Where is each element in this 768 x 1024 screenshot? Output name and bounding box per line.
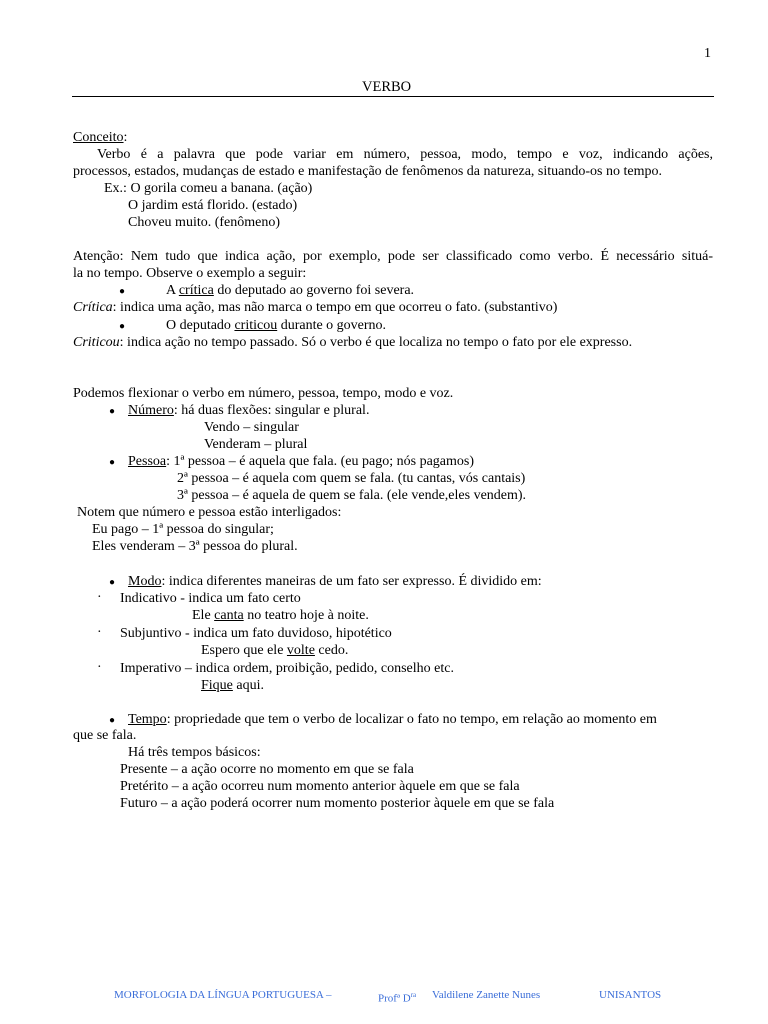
atencao-note-1-rest: : indica uma ação, mas não marca o tempo em que ocorreu o fato. (substantivo) [112,300,558,315]
subjuntivo-example-pre: Espero que ele [201,643,287,658]
atencao-example-1-word: crítica [178,283,214,298]
indicativo-example-word: canta [214,608,244,623]
dot-icon: · [97,660,102,675]
modo-imperativo: Imperativo – indica ordem, proibição, pedido, conselho etc. [120,661,454,676]
page-title: VERBO [362,79,412,95]
imperativo-example-post: aqui. [232,678,264,693]
pessoa-label: Pessoa [128,454,167,469]
modo-line [128,573,542,590]
conceito-example-3: Choveu muito. (fenômeno) [128,215,281,230]
atencao-line-2: la no tempo. Observe o exemplo a seguir: [73,266,307,281]
numero-line [128,402,369,419]
pessoa-line-2: 2ª pessoa – é aquela com quem se fala. (tu cantas, vós cantais) [177,471,526,486]
subjuntivo-example-post: cedo. [314,643,349,658]
bullet-icon: ● [109,577,116,588]
page-number: 1 [704,46,711,61]
flexao-intro: Podemos flexionar o verbo em número, pessoa, tempo, modo e voz. [73,386,454,401]
atencao-example-1 [166,282,414,299]
numero-label: Número [128,403,174,418]
modo-label: Modo [128,574,162,589]
atencao-line-1: Atenção: Nem tudo que indica ação, por exemplo, pode ser classificado como verbo. É necessário situá- [73,249,713,264]
conceito-line-2: processos, estados, mudanças de estado e manifestação de fenômenos da natureza, situando-os no tempo. [73,164,662,179]
atencao-example-1-pre: A [166,283,179,298]
atencao-example-2-word: criticou [234,318,278,333]
imperativo-example-word: Fique [201,678,233,693]
pessoa-line-3: 3ª pessoa – é aquela de quem se fala. (ele vende,eles vendem). [177,488,527,503]
modo-indicativo: Indicativo - indica um fato certo [120,591,301,606]
interligados-line-2: Eu pago – 1ª pessoa do singular; [92,522,274,537]
subjuntivo-example-word: volte [286,643,315,658]
footer-prof-sup: ra [410,991,417,999]
numero-rest: : há duas flexões: singular e plural. [173,403,370,418]
tempo-line [128,711,657,728]
atencao-note-1-term: Crítica [73,300,113,315]
conceito-line-1: Verbo é a palavra que pode variar em número, pessoa, modo, tempo e voz, indicando ações, [97,147,713,162]
footer-prof-text: Profª D [378,992,411,1005]
indicativo-example-post: no teatro hoje à noite. [243,608,369,623]
tempo-futuro: Futuro – a ação poderá ocorrer num momento posterior àquele em que se fala [120,796,555,811]
footer-prof [378,987,416,1008]
modo-subjuntivo-example [201,642,348,659]
tempo-line-2: que se fala. [73,728,137,743]
conceito-example-2: O jardim está florido. (estado) [128,198,298,213]
modo-imperativo-example [201,677,264,694]
bullet-icon: ● [109,715,116,726]
modo-rest: : indica diferentes maneiras de um fato ser expresso. É dividido em: [161,574,542,589]
numero-example-2: Venderam – plural [204,437,308,452]
footer-course: MORFOLOGIA DA LÍNGUA PORTUGUESA – [114,989,332,1001]
bullet-icon: ● [109,406,116,417]
atencao-note-2-rest: : indica ação no tempo passado. Só o verbo é que localiza no tempo o fato por ele expresso. [119,335,633,350]
atencao-note-2-term: Criticou [73,335,120,350]
dot-icon: · [97,625,102,640]
modo-subjuntivo: Subjuntivo - indica um fato duvidoso, hipotético [120,626,392,641]
conceito-example-1: Ex.: O gorila comeu a banana. (ação) [104,181,313,196]
indicativo-example-pre: Ele [192,608,215,623]
atencao-example-2 [166,317,386,334]
title-divider [72,96,714,97]
pessoa-line-1 [128,453,474,470]
tempo-preterito: Pretérito – a ação ocorreu num momento anterior àquele em que se fala [120,779,520,794]
tempo-basicos: Há três tempos básicos: [128,745,261,760]
conceito-heading-line [73,129,127,146]
dot-icon: · [97,590,102,605]
atencao-example-1-post: do deputado ao governo foi severa. [213,283,415,298]
modo-indicativo-example [192,607,369,624]
numero-example-1: Vendo – singular [204,420,299,435]
atencao-example-2-post: durante o governo. [277,318,387,333]
tempo-label: Tempo [128,712,167,727]
footer-name: Valdilene Zanette Nunes [432,989,541,1001]
atencao-note-2 [73,334,632,351]
interligados-line-1: Notem que número e pessoa estão interligados: [77,505,342,520]
bullet-icon: ● [119,321,126,332]
conceito-heading: Conceito [73,130,124,145]
interligados-line-3: Eles venderam – 3ª pessoa do plural. [92,539,298,554]
bullet-icon: ● [119,286,126,297]
footer-institution: UNISANTOS [599,989,662,1001]
atencao-example-2-pre: O deputado [166,318,235,333]
tempo-presente: Presente – a ação ocorre no momento em que se fala [120,762,414,777]
bullet-icon: ● [109,457,116,468]
atencao-note-1 [73,299,557,316]
tempo-rest: : propriedade que tem o verbo de localizar o fato no tempo, em relação ao momento em [166,712,657,727]
pessoa-1: : 1ª pessoa – é aquela que fala. (eu pago; nós pagamos) [166,454,474,469]
conceito-colon: : [123,130,128,145]
